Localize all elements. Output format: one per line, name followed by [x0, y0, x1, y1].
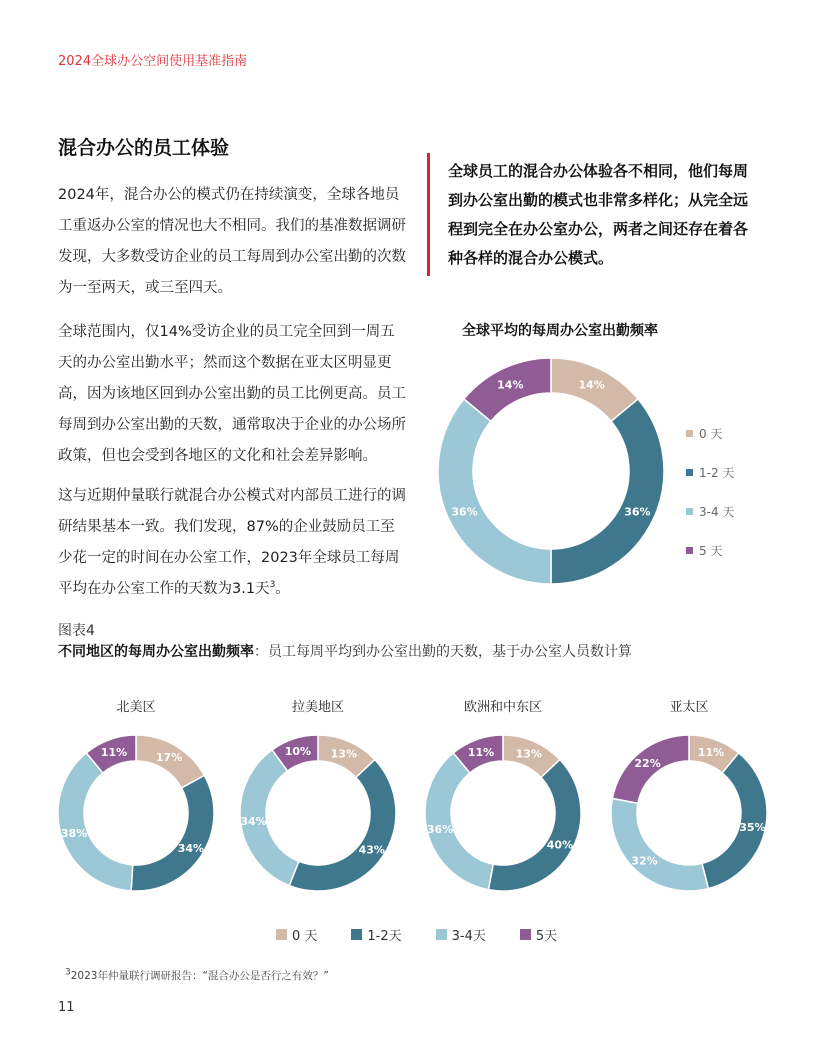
legend-label-0: 0 天 — [699, 427, 723, 441]
donut-data-label-3: 14% — [497, 378, 524, 392]
main-chart-title: 全球平均的每周办公室出勤频率 — [462, 323, 658, 339]
main-chart-legend — [686, 414, 734, 570]
region-title-latin-america: 拉美地区 — [291, 700, 344, 715]
donut-data-label-3: 10% — [284, 745, 312, 759]
donut-data-label-2: 38% — [61, 827, 88, 841]
donut-data-label-0: 13% — [330, 747, 357, 761]
donut-slice-2 — [425, 753, 493, 890]
bottom-legend-label-0: 0 天 — [292, 929, 318, 944]
apac-donut-chart — [609, 733, 769, 893]
region-title-emea: 欧洲和中东区 — [463, 700, 542, 715]
donut-data-label-2: 32% — [631, 854, 658, 868]
donut-slice-2 — [611, 798, 708, 891]
legend-label-3: 5 天 — [699, 544, 723, 558]
paragraph-1: 2024年，混合办公的模式仍在持续演变，全球各地员工重返办公室的情况也大不相同。我们的基准数据调研发现，大多数受访企业的员工每周到办公室出勤的次数为一至两天，或三至四天。 — [58, 187, 406, 296]
donut-data-label-1: 35% — [739, 821, 766, 835]
region-title-apac: 亚太区 — [669, 700, 709, 715]
donut-data-label-3: 11% — [100, 745, 128, 759]
emea-donut-chart — [423, 733, 583, 893]
north-america-donut-chart — [56, 733, 216, 893]
donut-slice-1 — [551, 399, 664, 584]
figure-label: 图表4 — [58, 623, 95, 639]
footnote-ref: 3 — [269, 580, 276, 591]
figure-caption — [58, 641, 632, 661]
bottom-legend-item-1 — [351, 925, 401, 944]
region-title-north-america: 北美区 — [116, 700, 156, 715]
donut-data-label-0: 17% — [155, 751, 183, 765]
global-donut-chart — [433, 353, 669, 589]
paragraph-2: 全球范围内，仅14%受访企业的员工完全回到一周五天的办公室出勤水平；然而这个数据在亚太区明显更高，因为该地区回到办公室出勤的员工比例更高。员工每周到办公室出勤的天数，通常取决于企业的办公场所政策，但也会受到各地区的文化和社会差异影响。 — [58, 324, 406, 464]
legend-item-2 — [686, 492, 734, 531]
bottom-legend-swatch-0 — [276, 929, 287, 940]
legend-swatch-1 — [686, 469, 693, 476]
bottom-legend-item-2 — [436, 925, 486, 944]
bottom-legend-label-3: 5天 — [535, 929, 558, 944]
legend-item-3 — [686, 531, 734, 570]
donut-data-label-3: 11% — [467, 745, 495, 759]
page-number: 11 — [58, 1000, 75, 1015]
legend-swatch-2 — [686, 508, 693, 515]
legend-label-1: 1-2 天 — [699, 466, 735, 480]
donut-data-label-2: 36% — [451, 505, 478, 519]
donut-data-label-1: 36% — [624, 505, 651, 519]
paragraph-3-text: 这与近期仲量联行就混合办公模式对内部员工进行的调研结果基本一致。我们发现，87%的企业鼓励员工至少花一定的时间在办公室工作，2023年全球员工每周平均在办公室工作的天数为3.1天 — [58, 488, 406, 597]
legend-item-0 — [686, 414, 734, 453]
report-header: 2024全球办公空间使用基准指南 — [58, 54, 248, 69]
donut-data-label-0: 13% — [515, 747, 542, 761]
section-title: 混合办公的员工体验 — [58, 137, 230, 159]
bottom-legend-label-2: 3-4天 — [451, 929, 486, 944]
legend-swatch-0 — [686, 430, 693, 437]
legend-swatch-3 — [686, 547, 693, 554]
paragraph-3 — [58, 481, 408, 605]
legend-item-1 — [686, 453, 734, 492]
donut-slice-1 — [289, 760, 396, 891]
bottom-legend-swatch-1 — [351, 929, 362, 940]
donut-data-label-0: 11% — [697, 745, 725, 759]
footnote — [65, 968, 329, 983]
legend-label-2: 3-4 天 — [699, 505, 735, 519]
latin-america-donut-chart — [238, 733, 398, 893]
donut-slice-2 — [438, 399, 551, 584]
donut-slice-2 — [58, 753, 133, 891]
donut-data-label-2: 34% — [240, 815, 267, 829]
bottom-legend-label-1: 1-2天 — [367, 929, 402, 944]
figure-caption-rest: ：员工每周平均到办公室出勤的天数，基于办公室人员数计算 — [254, 644, 632, 660]
donut-data-label-0: 14% — [578, 378, 605, 392]
donut-data-label-3: 22% — [634, 756, 661, 770]
donut-data-label-1: 40% — [546, 838, 574, 852]
donut-data-label-1: 43% — [358, 843, 385, 857]
donut-data-label-2: 36% — [426, 823, 454, 837]
pull-quote: 全球员工的混合办公体验各不相同，他们每周到办公室出勤的模式也非常多样化；从完全远程到完全在办公室办公，两者之间还存在着各种各样的混合办公模式。 — [448, 162, 749, 267]
bottom-legend-item-0 — [276, 925, 317, 944]
donut-slice-1 — [488, 760, 581, 891]
footnote-marker: 3 — [65, 967, 71, 978]
paragraph-3-end: 。 — [275, 581, 290, 597]
bottom-legend-swatch-3 — [520, 929, 531, 940]
figure-caption-bold: 不同地区的每周办公室出勤频率 — [58, 644, 254, 660]
bottom-legend-swatch-2 — [436, 929, 447, 940]
bottom-legend-item-3 — [520, 925, 557, 944]
regional-charts-legend — [276, 925, 591, 944]
footnote-text: 2023年仲量联行调研报告：“混合办公是否行之有效？” — [70, 970, 329, 982]
donut-slice-1 — [131, 775, 214, 891]
quote-accent-bar — [427, 153, 430, 276]
donut-data-label-1: 34% — [177, 841, 205, 855]
